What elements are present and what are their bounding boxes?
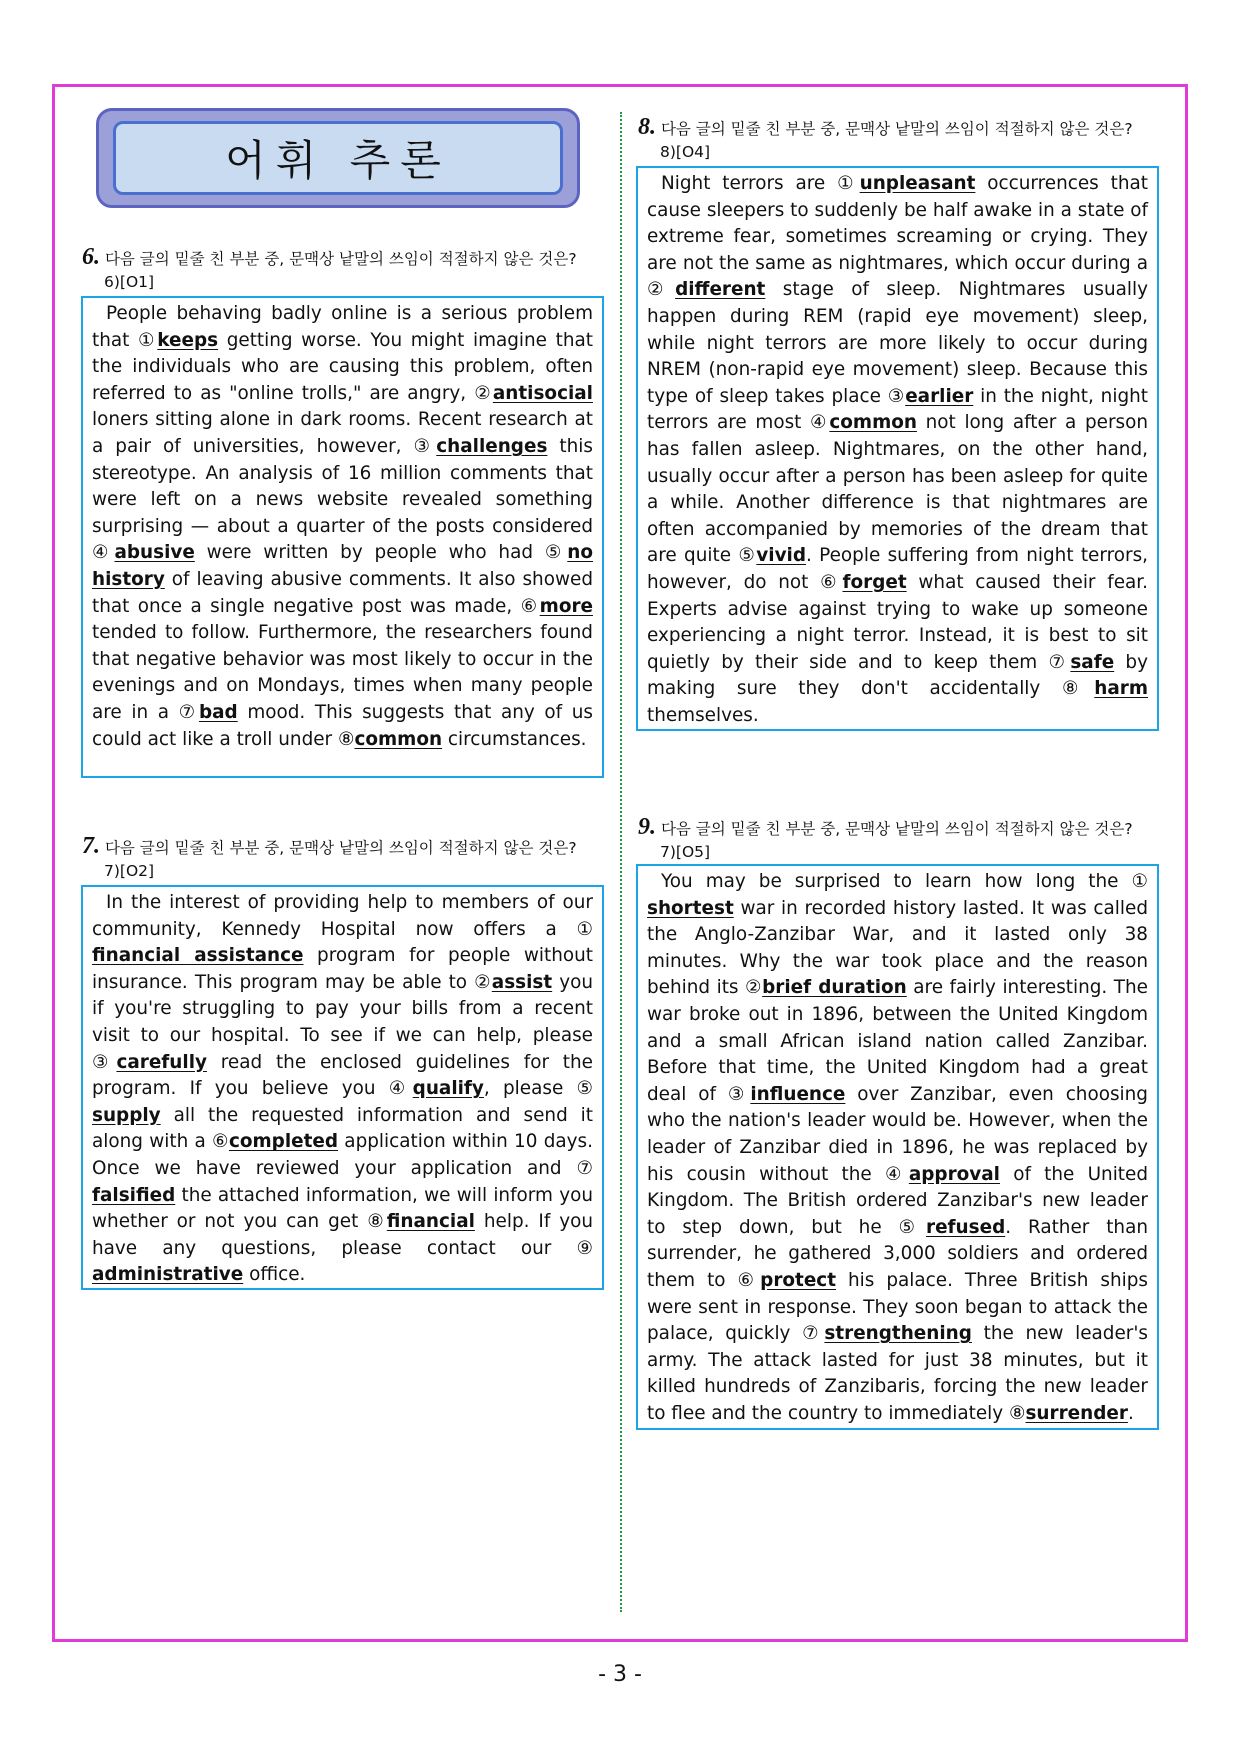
question-number: 9. [638,814,656,840]
question-instruction: 다음 글의 밑줄 친 부분 중, 문맥상 낱말의 쓰임이 적절하지 않은 것은? [660,120,1133,138]
passage-segment: are fairly interesting. The war broke out in 1896, between the United Kingdom and a small African island nation called Zanzibar. Before that time, the United Kingdom had a great deal of ③ [647,977,1148,1105]
underlined-word: challenges [436,435,548,457]
passage-segment: by making sure they don't accidentally ⑧ [647,651,1148,700]
underlined-word: qualify [412,1078,484,1100]
section-title: 어휘 추론 [225,136,451,185]
underlined-word: supply [92,1104,161,1126]
passage-segment: the new leader's army. The attack lasted for just 38 minutes, but it killed hundreds of Zanzibaris, forcing the new leader to flee and the country to immediately ⑧ [647,1323,1148,1424]
underlined-word: strengthening [824,1323,972,1345]
passage-segment: war in recorded history lasted. It was called the Anglo-Zanzibar War, and it lasted only 38 minutes. Why the war took place and the reason behind its ② [647,897,1148,999]
question-7-header [82,835,610,883]
passage-segment: his palace. Three British ships were sent in response. They soon began to attack the palace, quickly ⑦ [647,1269,1148,1345]
passage-segment: of leaving abusive comments. It also showed that once a single negative post was made, ⑥ [92,568,593,617]
passage-segment: mood. This suggests that any of us could act like a troll under ⑧ [92,701,593,750]
passage-text [647,869,1148,1427]
passage-segment: loners sitting alone in dark rooms. Recent research at a pair of universities, however, ③ [92,409,593,457]
underlined-word: completed [228,1131,339,1153]
passage-segment: . Rather than surrender, he gathered 3,000 soldiers and ordered them to ⑥ [647,1216,1148,1291]
underlined-word: vivid [756,545,807,567]
passage-segment: were written by people who had ⑤ [194,542,568,564]
section-banner-inner [113,121,563,195]
passage-segment: People behaving badly online is a serious problem that ① [92,303,593,351]
underlined-word: different [675,279,766,301]
passage-segment: , please ⑤ [483,1078,594,1100]
passage-segment: the attached information, we will inform you whether or not you can get ⑧ [92,1184,593,1233]
underlined-word: common [829,412,917,434]
section-banner [96,108,580,208]
underlined-word: surrender [1025,1402,1128,1424]
question-number: 6. [82,244,100,270]
underlined-word: approval [908,1163,1000,1185]
question-9-passage [636,864,1159,1430]
column-divider [620,112,622,1612]
underlined-word: earlier [905,385,974,407]
passage-segment: what caused their fear. Experts advise against trying to wake up someone experiencing a night terror. Instead, it is best to sit quietly by their side and to keep them ⑦ [647,571,1148,673]
question-number: 8. [638,114,656,140]
passage-segment: . [1127,1402,1134,1424]
passage-segment: stage of sleep. Nightmares usually happen during REM (rapid eye movement) sleep, while night terrors are more likely to occur during NREM (non-rapid eye movement) sleep. Because this type of sleep takes place ③ [647,279,1148,407]
underlined-word: no history [92,542,593,590]
underlined-word: forget [842,571,907,593]
question-code: 6)[O1] [104,273,155,291]
question-instruction: 다음 글의 밑줄 친 부분 중, 문맥상 낱말의 쓰임이 적절하지 않은 것은? [104,250,577,268]
underlined-word: financial assistance [92,945,304,967]
passage-segment: of the United Kingdom. The British ordered Zanzibar's new leader to step down, but he ⑤ [647,1163,1149,1238]
passage-segment: In the interest of providing help to members of our community, Kennedy Hospital now offers a ① [92,892,593,940]
underlined-word: refused [926,1216,1006,1238]
underlined-word: common [354,728,443,750]
underlined-word: carefully [116,1051,207,1073]
underlined-word: unpleasant [859,173,976,194]
question-code: 8)[O4] [660,143,711,161]
underlined-word: influence [750,1083,846,1105]
passage-segment: over Zanzibar, even choosing who the nation's leader would be. However, when the leader of Zanzibar died in 1896, he was replaced by his cousin without the ④ [647,1083,1148,1185]
underlined-word: assist [491,971,553,993]
underlined-word: falsified [92,1184,176,1206]
question-9-header [638,816,1166,864]
passage-segment: themselves. [647,704,759,726]
passage-segment: read the enclosed guidelines for the program. If you believe you ④ [92,1051,593,1100]
underlined-word: shortest [647,897,734,919]
question-7-passage [81,885,604,1290]
underlined-word: more [539,595,593,617]
passage-segment: you if you're struggling to pay your bills from a recent visit to our hospital. To see if we can help, please ③ [92,971,593,1073]
underlined-word: antisocial [492,382,593,404]
question-8-passage [636,166,1159,731]
underlined-word: protect [760,1269,836,1291]
passage-segment: office. [243,1264,306,1286]
passage-segment: getting worse. You might imagine that the individuals who are causing this problem, often referred to as "online trolls," are angry, ② [92,329,593,404]
question-6-header [82,246,610,294]
page-number: - 3 - [598,1662,642,1687]
passage-segment: this stereotype. An analysis of 16 million comments that were left on a news website revealed something surprising — about a quarter of the posts considered ④ [92,435,593,564]
passage-segment: not long after a person has fallen asleep. Nightmares, on the other hand, usually occur after a person has been asleep for quite a while. Another difference is that nightmares are often accompanied by memories of the dream that are quite ⑤ [647,412,1148,567]
passage-segment: tended to follow. Furthermore, the researchers found that negative behavior was most likely to occur in the evenings and on Mondays, times when many people are in a ⑦ [92,622,593,723]
underlined-word: brief duration [762,977,907,999]
passage-segment: Night terrors are ① [661,173,860,194]
question-6-passage [81,296,604,778]
passage-segment: occurrences that cause sleepers to suddenly be half awake in a state of extreme fear, sometimes screaming or crying. They are not the same as nightmares, which occur during a ② [647,173,1148,301]
passage-segment: in the night, night terrors are most ④ [647,385,1148,434]
passage-text [92,301,593,753]
underlined-word: safe [1070,651,1115,673]
question-8-header [638,116,1166,164]
question-instruction: 다음 글의 밑줄 친 부분 중, 문맥상 낱말의 쓰임이 적절하지 않은 것은? [104,839,577,857]
question-code: 7)[O5] [660,843,711,861]
passage-segment: You may be surprised to learn how long the ① [661,871,1148,892]
underlined-word: bad [198,701,238,723]
question-instruction: 다음 글의 밑줄 친 부분 중, 문맥상 낱말의 쓰임이 적절하지 않은 것은? [660,820,1133,838]
underlined-word: keeps [157,329,219,351]
underlined-word: harm [1094,678,1148,700]
passage-text [92,890,593,1289]
passage-segment: help. If you have any questions, please contact our ⑨ [92,1211,593,1259]
question-number: 7. [82,833,100,859]
question-code: 7)[O2] [104,862,155,880]
passage-segment: . People suffering from night terrors, however, do not ⑥ [647,545,1148,593]
passage-segment: application within 10 days. Once we have reviewed your application and ⑦ [92,1131,593,1179]
passage-text [647,171,1148,729]
underlined-word: financial [386,1211,475,1233]
passage-segment: program for people without insurance. This program may be able to ② [92,945,593,993]
underlined-word: abusive [114,542,195,564]
underlined-word: administrative [92,1264,244,1286]
passage-segment: circumstances. [442,728,587,750]
passage-segment: all the requested information and send it along with a ⑥ [92,1104,593,1153]
